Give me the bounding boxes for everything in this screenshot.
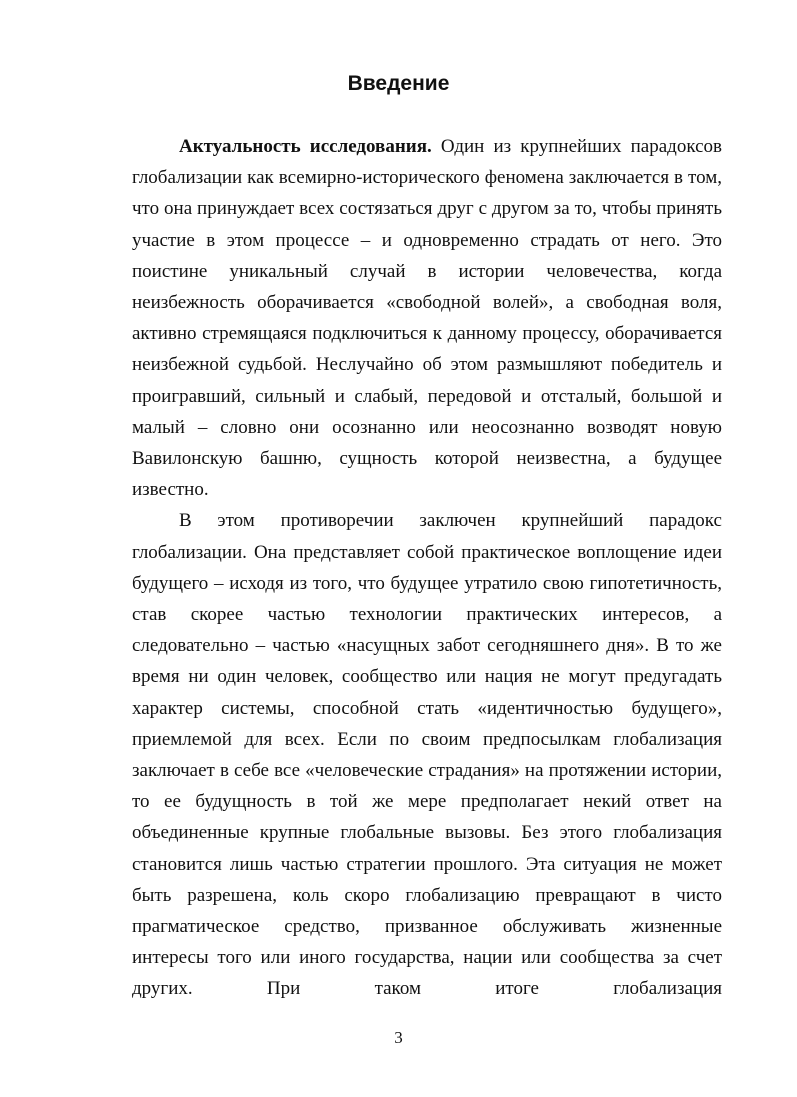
page-number: 3 (394, 1028, 403, 1047)
paragraph-contradiction: В этом противоречии заключен крупнейший парадокс глобализации. Она представляет собой практическое воплощение идеи будущего – исходя из того, что будущее утратило свою гипотетичность, став скорее частью технологии практических интересов, а следовательно – частью «насущных забот сегодняшнего дня». В то же время ни один человек, сообщество или нация не могут предугадать характер системы, способной стать «идентичностью будущего», приемлемой для всех. Если по своим предпосылкам глобализация заключает в себе все «человеческие страдания» на протяжении истории, то ее будущность в той же мере предполагает некий ответ на объединенные крупные глобальные вызовы. Без этого глобализация становится лишь частью стратегии прошлого. Эта ситуация не может быть разрешена, коль скоро глобализацию превращают в чисто прагматическое средство, призванное обслуживать жизненные интересы того или иного государства, нации или сообщества за счет других. При таком итоге глобализация (132, 510, 722, 1000)
paragraph-relevance (132, 131, 722, 505)
page-heading: Введение (347, 72, 450, 95)
paragraph-lead: Актуальность исследования. (179, 136, 432, 157)
paragraph-text: Один из крупнейших парадоксов глобализации как всемирно-исторического феномена заключается в том, что она принуждает всех состязаться друг с другом за то, чтобы принять участие в этом процессе – и одновременно страдать от него. Это поистине уникальный случай в истории человечества, когда неизбежность оборачивается «свободной волей», а свободная воля, активно стремящаяся подключиться к данному процессу, оборачивается неизбежной судьбой. Неслучайно об этом размышляют победитель и проигравший, сильный и слабый, передовой и отсталый, большой и малый – словно они осознанно или неосознанно возводят новую Вавилонскую башню, сущность которой неизвестна, а будущее известно. (132, 136, 722, 501)
document-body (132, 131, 722, 1005)
